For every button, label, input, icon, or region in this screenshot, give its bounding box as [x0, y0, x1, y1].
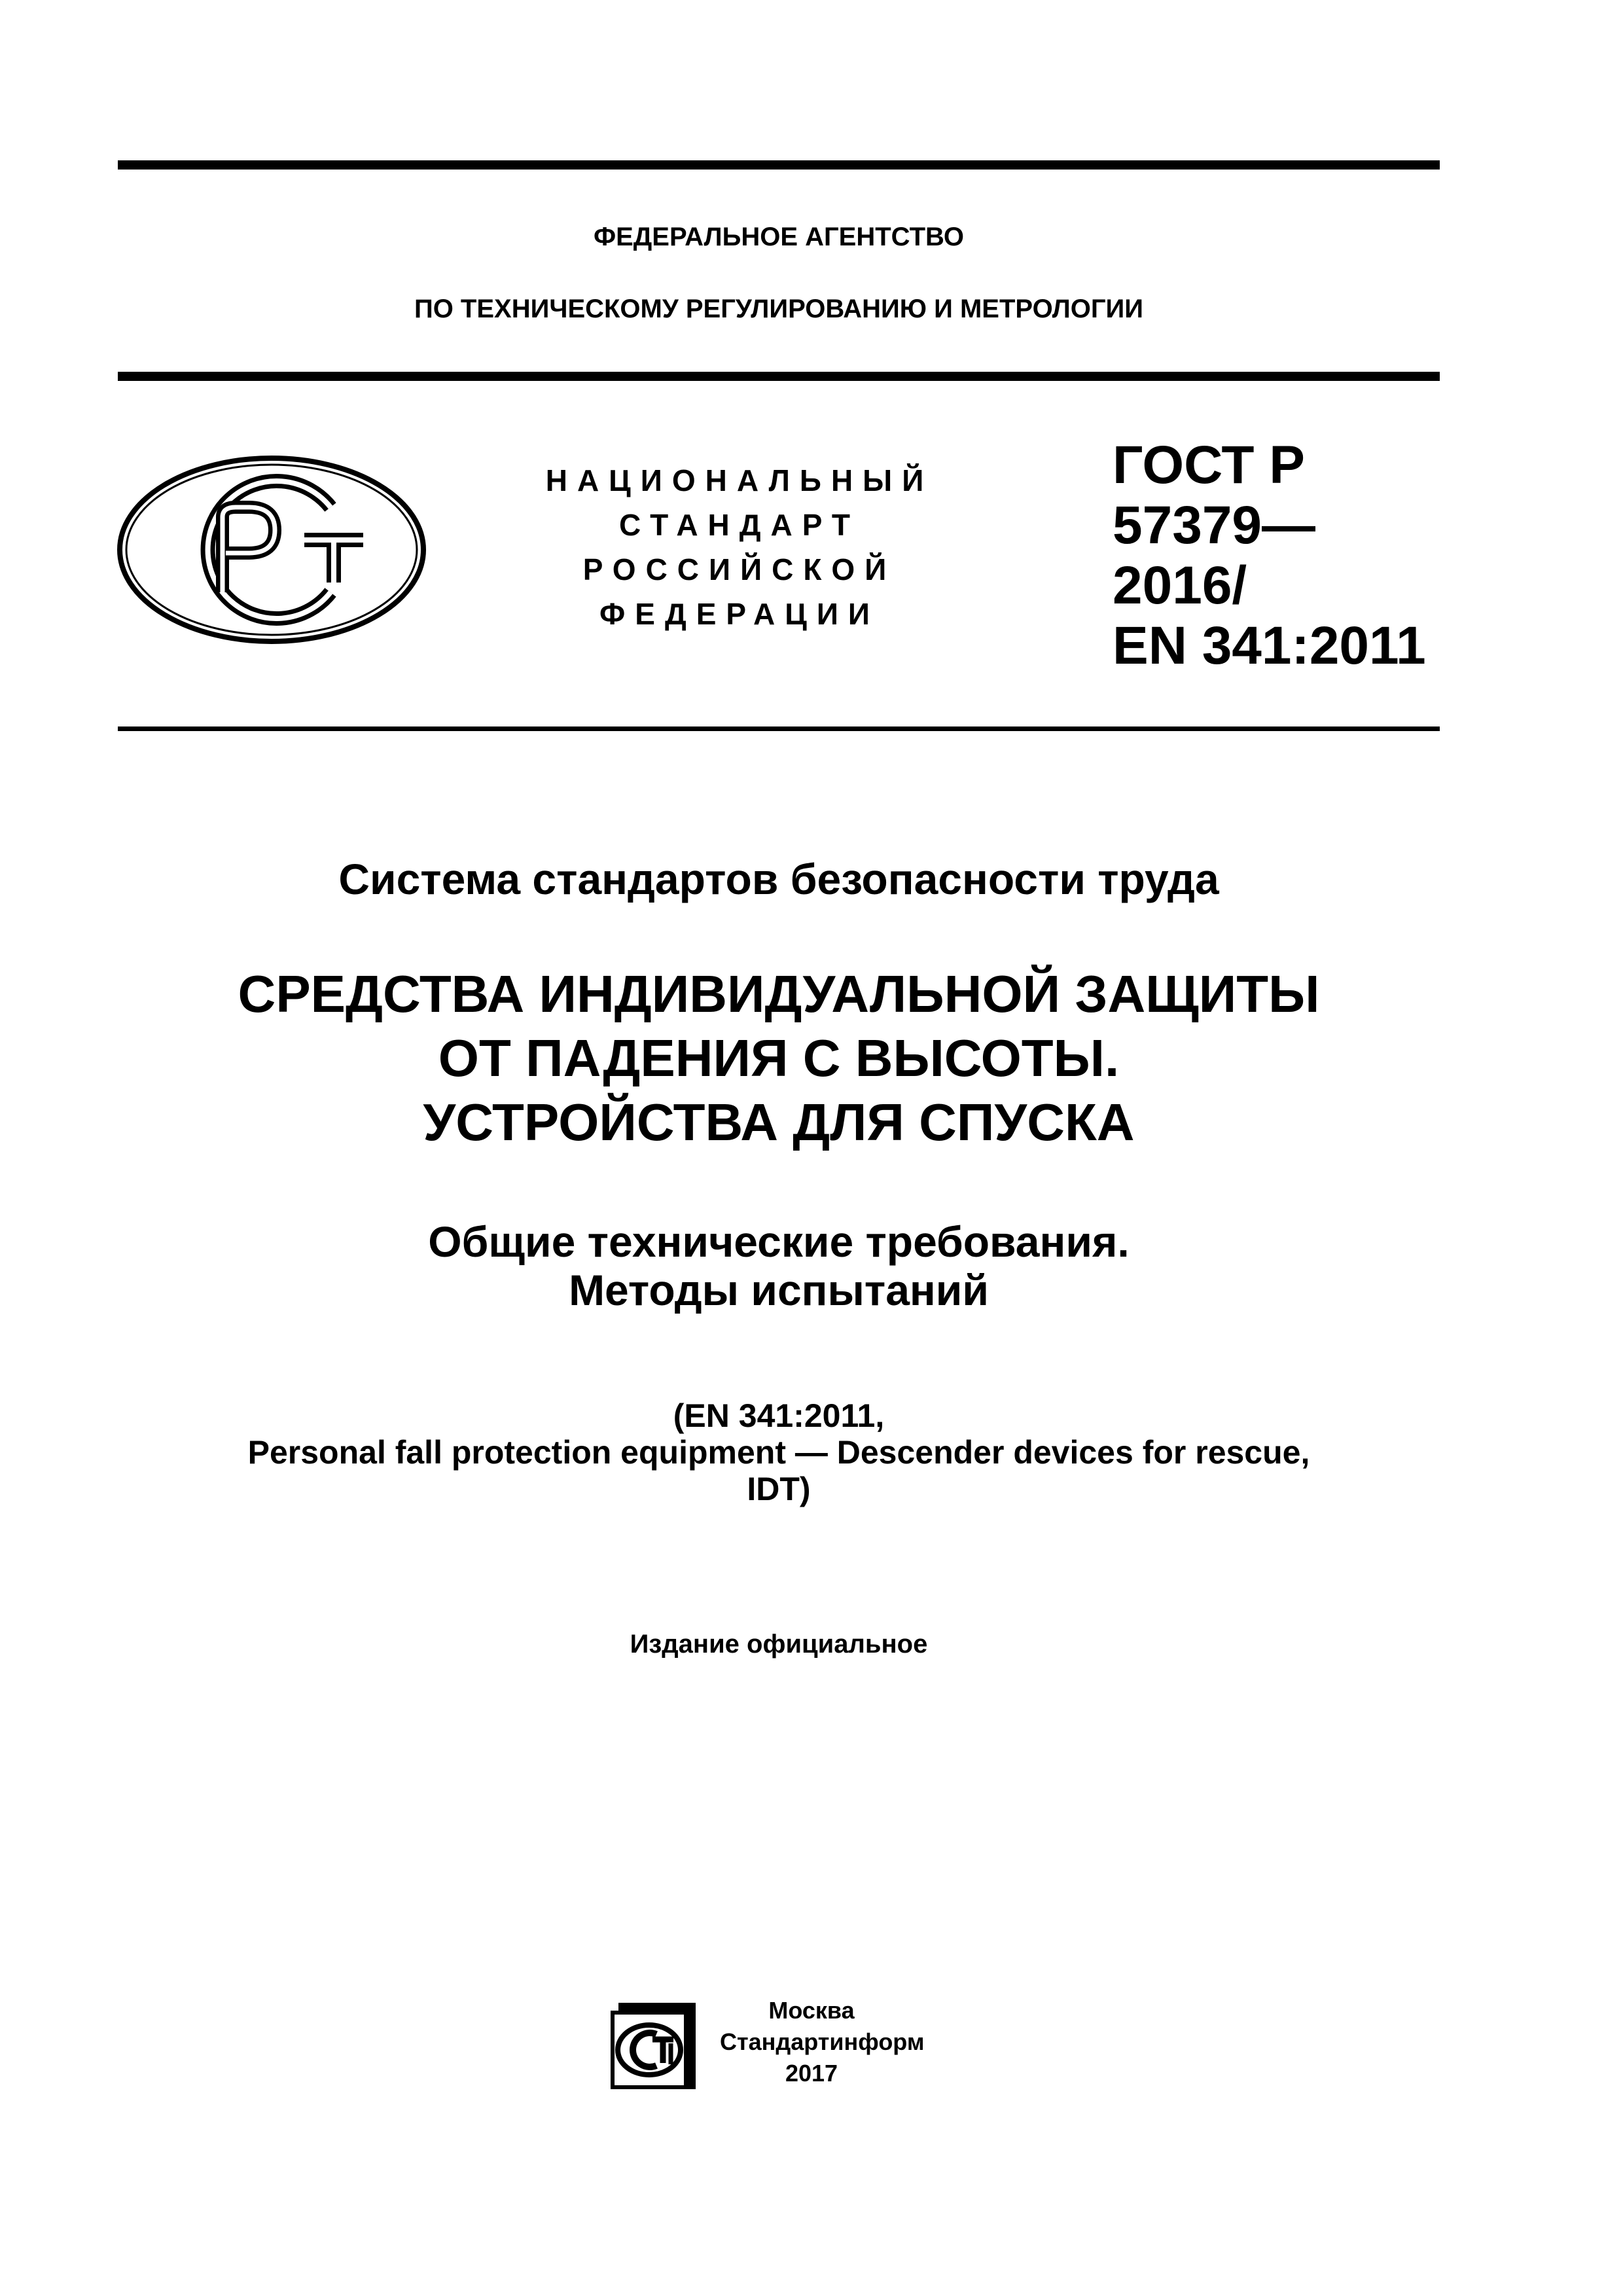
standartinform-logo — [605, 1996, 704, 2094]
agency-line-2: ПО ТЕХНИЧЕСКОМУ РЕГУЛИРОВАНИЮ И МЕТРОЛОГИИ — [414, 295, 1144, 323]
header-divider — [118, 372, 1440, 381]
publisher-name: Стандартинформ — [720, 2028, 925, 2055]
title-line: СРЕДСТВА ИНДИВИДУАЛЬНОЙ ЗАЩИТЫ — [238, 965, 1320, 1023]
national-label-line: РОССИЙСКОЙ — [582, 552, 897, 586]
publisher-city: Москва — [768, 1997, 855, 2024]
designation-line: EN 341:2011 — [1113, 616, 1426, 675]
document-subtitle — [118, 1217, 1440, 1314]
agency-line-1: ФЕДЕРАЛЬНОЕ АГЕНТСТВО — [593, 223, 965, 251]
national-label-line: НАЦИОНАЛЬНЫЙ — [545, 463, 934, 497]
national-standard-label — [497, 458, 982, 636]
en-reference-line: Personal fall protection equipment — Descender devices for rescue, — [247, 1434, 1310, 1471]
publisher-year: 2017 — [785, 2060, 838, 2087]
designation-divider — [118, 726, 1440, 731]
designation-line: 2016/ — [1113, 556, 1247, 615]
top-rule — [118, 160, 1440, 170]
document-title — [118, 962, 1440, 1155]
subtitle-line: Общие технические требования. — [428, 1217, 1130, 1266]
subtitle-line: Методы испытаний — [569, 1266, 989, 1314]
national-label-line: ФЕДЕРАЦИИ — [599, 597, 880, 631]
title-line: ОТ ПАДЕНИЯ С ВЫСОТЫ. — [438, 1029, 1120, 1087]
rst-logo — [115, 452, 429, 648]
en-reference — [118, 1397, 1440, 1507]
edition-note: Издание официальное — [630, 1630, 928, 1659]
en-reference-line: (EN 341:2011, — [673, 1397, 885, 1434]
designation-line: ГОСТ Р — [1113, 435, 1305, 495]
designation-line: 57379— — [1113, 495, 1316, 555]
publisher-block — [720, 1995, 925, 2089]
series-title: Система стандартов безопасности труда — [338, 855, 1219, 903]
standard-designation — [1113, 435, 1479, 676]
title-line: УСТРОЙСТВА ДЛЯ СПУСКА — [423, 1093, 1135, 1151]
en-reference-line: IDT) — [747, 1471, 811, 1507]
national-label-line: СТАНДАРТ — [619, 508, 860, 542]
